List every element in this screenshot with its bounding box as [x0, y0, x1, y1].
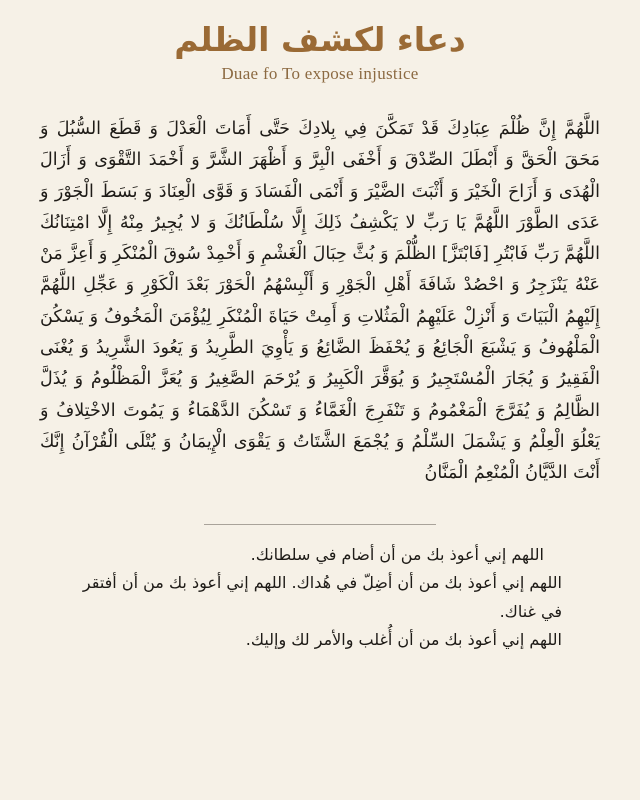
prayer-line-3: اللهم إني أعوذ بك من أن أُغلب والأمر لك وإليك. [245, 630, 562, 650]
dua-text: اللَّهُمَّ إِنَّ ظُلْمَ عِبَادِكَ قَدْ تَمَكَّنَ فِي بِلادِكَ حَتَّى أَمَاتَ الْعَدْلَ وَ قَطَعَ السُّبُلَ وَ مَحَقَ الْحَقَّ وَ أَبْطَلَ الصِّدْقَ وَ أَخْفَى الْبِرَّ وَ أَظْهَرَ الشَّرَّ وَ أَخْمَدَ التَّقْوَى وَ أَزَالَ الْهُدَى وَ أَزَاحَ الْخَيْرَ وَ أَثْبَتَ الضَّيْرَ وَ أَنْمَى الْفَسَادَ وَ قَوَّى الْعِنَادَ وَ بَسَطَ الْجَوْرَ وَ عَدَى الطَّوْرَ اللَّهُمَّ يَا رَبِّ لا يَكْشِفُ ذَلِكَ إِلَّا سُلْطَانُكَ وَ لا يُجِيرُ مِنْهُ إِلَّا امْتِنَانُكَ اللَّهُمَّ رَبِّ فَابْتُرِ [فَابْتَزَّ] الظُّلْمَ وَ بُثَّ حِبَالَ الْغَشْمِ وَ أَخْمِدْ سُوقَ الْمُنْكَرِ وَ أَعِزَّ مَنْ عَنْهُ يَنْزَجِرُ وَ احْصُدْ شَافَةَ أَهْلِ الْجَوْرِ وَ أَلْبِسْهُمُ الْحَوْرَ بَعْدَ الْكَوْرِ وَ عَجِّلِ اللَّهُمَّ إِلَيْهِمُ الْبَيَاتَ وَ أَنْزِلْ عَلَيْهِمُ الْمَثُلاتِ وَ أَمِتْ حَيَاةَ الْمُنْكَرِ لِيُؤْمَنَ الْمَخُوفُ وَ يَسْكُنَ الْمَلْهُوفُ وَ يَشْبَعَ الْجَائِعُ وَ يُحْفَظَ الضَّائِعُ وَ يَأْوِيَ الطَّرِيدُ وَ يَعُودَ الشَّرِيدُ وَ يُغْنَى الْفَقِيرُ وَ يُجَارَ الْمُسْتَجِيرُ وَ يُوَقَّرَ الْكَبِيرُ وَ يُرْحَمَ الصَّغِيرُ وَ يُعَزَّ الْمَظْلُومُ وَ يُذَلَّ الظَّالِمُ وَ يُفَرَّجَ الْمَغْمُومُ وَ تَنْفَرِجَ الْغَمَّاءُ وَ تَسْكُنَ الدَّهْمَاءُ وَ يَمُوتَ الاخْتِلافُ وَ يَعْلُوَ الْعِلْمُ وَ يَشْمَلَ السِّلْمُ وَ يُجْمَعَ الشَّتَاتُ وَ يَقْوَى الْإِيمَانُ وَ يُتْلَى الْقُرْآنُ إِنَّكَ أَنْتَ الدَّيَّانُ الْمُنْعِمُ الْمَنَّانُ [40, 119, 600, 484]
divider [204, 524, 436, 525]
page-title-english: Duae fo To expose injustice [221, 64, 419, 83]
title-block [24, 0, 616, 84]
prayer-line-1: اللهم إني أعوذ بك من أن أضام في سلطانك. [250, 544, 544, 564]
prayers-block [78, 541, 562, 655]
page-title-arabic: دعاء لكشف الظلم [174, 20, 466, 59]
prayer-line-2: اللهم إني أعوذ بك من أن أضِلّ في هُداك. اللهم إني أعوذ بك من أن أفتقر في غناك. [82, 573, 562, 621]
